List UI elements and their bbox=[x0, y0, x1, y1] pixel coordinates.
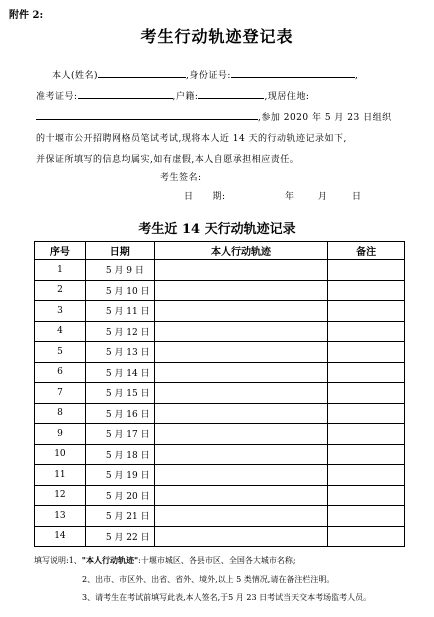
signature-label: 考生签名: bbox=[160, 173, 202, 183]
row-itinerary-cell[interactable] bbox=[154, 362, 327, 383]
row-remarks-cell[interactable] bbox=[328, 301, 405, 322]
day-label: 日 bbox=[352, 192, 362, 202]
row-remarks-cell[interactable] bbox=[328, 280, 405, 301]
header-date: 日期 bbox=[85, 242, 154, 260]
row-remarks-cell[interactable] bbox=[328, 342, 405, 363]
row-number: 13 bbox=[35, 506, 86, 527]
exam-no-field[interactable] bbox=[78, 89, 173, 99]
table-row bbox=[35, 260, 405, 281]
row-date: 5 月 16 日 bbox=[85, 403, 154, 424]
name-field[interactable] bbox=[98, 68, 186, 78]
residence-field[interactable] bbox=[36, 110, 258, 120]
table-row bbox=[35, 465, 405, 486]
table-title: 考生近 14 天行动轨迹记录 bbox=[138, 222, 296, 237]
row-itinerary-cell[interactable] bbox=[154, 260, 327, 281]
row-number: 2 bbox=[35, 280, 86, 301]
itinerary-table bbox=[34, 241, 405, 547]
row-remarks-cell[interactable] bbox=[328, 424, 405, 445]
row-remarks-cell[interactable] bbox=[328, 465, 405, 486]
page-title: 考生行动轨迹登记表 bbox=[140, 27, 294, 46]
statement-line-1: ,参加 2020 年 5 月 23 日组织 bbox=[258, 113, 392, 123]
row-date: 5 月 22 日 bbox=[85, 526, 154, 547]
note-2: 2、出市、市区外、出省、省外、境外,以上 5 类情况,请在备注栏注明。 bbox=[82, 575, 335, 584]
row-number: 8 bbox=[35, 403, 86, 424]
table-row bbox=[35, 424, 405, 445]
row-remarks-cell[interactable] bbox=[328, 444, 405, 465]
row-number: 10 bbox=[35, 444, 86, 465]
row-date: 5 月 11 日 bbox=[85, 301, 154, 322]
row-date: 5 月 13 日 bbox=[85, 342, 154, 363]
row-date: 5 月 15 日 bbox=[85, 383, 154, 404]
row-remarks-cell[interactable] bbox=[328, 526, 405, 547]
table-row bbox=[35, 506, 405, 527]
row-itinerary-cell[interactable] bbox=[154, 506, 327, 527]
table-row bbox=[35, 362, 405, 383]
row-itinerary-cell[interactable] bbox=[154, 301, 327, 322]
header-no: 序号 bbox=[35, 242, 86, 260]
row-itinerary-cell[interactable] bbox=[154, 383, 327, 404]
exam-row bbox=[36, 89, 309, 102]
row-itinerary-cell[interactable] bbox=[154, 342, 327, 363]
year-label: 年 bbox=[285, 192, 295, 202]
row-date: 5 月 10 日 bbox=[85, 280, 154, 301]
row-remarks-cell[interactable] bbox=[328, 260, 405, 281]
row-number: 7 bbox=[35, 383, 86, 404]
attachment-label: 附件 2: bbox=[9, 10, 44, 21]
row-number: 11 bbox=[35, 465, 86, 486]
row-date: 5 月 9 日 bbox=[85, 260, 154, 281]
table-row bbox=[35, 526, 405, 547]
id-label: ,身份证号: bbox=[186, 71, 231, 81]
row-itinerary-cell[interactable] bbox=[154, 424, 327, 445]
table-row bbox=[35, 342, 405, 363]
name-row: 本人(姓名) ,身份证号: , bbox=[52, 68, 358, 81]
note-1-keyword: "本人行动轨迹" bbox=[81, 555, 139, 565]
name-label: 本人(姓名) bbox=[52, 71, 99, 81]
row-remarks-cell[interactable] bbox=[328, 506, 405, 527]
table-row bbox=[35, 383, 405, 404]
table-header-row bbox=[35, 242, 405, 260]
month-label: 月 bbox=[318, 192, 328, 202]
date-label: 日 期: bbox=[184, 192, 226, 202]
table-row bbox=[35, 301, 405, 322]
row-date: 5 月 17 日 bbox=[85, 424, 154, 445]
row-itinerary-cell[interactable] bbox=[154, 526, 327, 547]
row-number: 1 bbox=[35, 260, 86, 281]
row-itinerary-cell[interactable] bbox=[154, 485, 327, 506]
table-row bbox=[35, 403, 405, 424]
note-3: 3、请考生在考试前填写此表,本人签名,于5 月 23 日考试当天交本考场监考人员。 bbox=[82, 593, 372, 602]
note-1: 填写说明:1、"本人行动轨迹":十堰市城区、各县市区、全国各大城市名称; bbox=[34, 555, 296, 565]
table-row bbox=[35, 444, 405, 465]
row-remarks-cell[interactable] bbox=[328, 403, 405, 424]
row-date: 5 月 14 日 bbox=[85, 362, 154, 383]
statement-row-1 bbox=[36, 110, 392, 123]
row-number: 9 bbox=[35, 424, 86, 445]
row-itinerary-cell[interactable] bbox=[154, 465, 327, 486]
row-number: 4 bbox=[35, 321, 86, 342]
row-remarks-cell[interactable] bbox=[328, 321, 405, 342]
row-itinerary-cell[interactable] bbox=[154, 403, 327, 424]
hukou-field[interactable] bbox=[198, 89, 264, 99]
row-itinerary-cell[interactable] bbox=[154, 321, 327, 342]
row-remarks-cell[interactable] bbox=[328, 383, 405, 404]
row-number: 12 bbox=[35, 485, 86, 506]
row-date: 5 月 18 日 bbox=[85, 444, 154, 465]
row-date: 5 月 21 日 bbox=[85, 506, 154, 527]
row-date: 5 月 20 日 bbox=[85, 485, 154, 506]
statement-line-3: 并保证所填写的信息均属实,如有虚假,本人自愿承担相应责任。 bbox=[36, 155, 300, 165]
row-itinerary-cell[interactable] bbox=[154, 444, 327, 465]
row-number: 14 bbox=[35, 526, 86, 547]
row-date: 5 月 12 日 bbox=[85, 321, 154, 342]
row-number: 5 bbox=[35, 342, 86, 363]
notes-label: 填写说明: bbox=[34, 556, 69, 565]
statement-line-2: 的十堰市公开招聘网格员笔试考试,现将本人近 14 天的行动轨迹记录如下, bbox=[36, 134, 347, 144]
residence-label: ,现居住地: bbox=[264, 92, 310, 102]
exam-no-label: 准考证号: bbox=[36, 92, 78, 102]
row-number: 6 bbox=[35, 362, 86, 383]
row-number: 3 bbox=[35, 301, 86, 322]
row-itinerary-cell[interactable] bbox=[154, 280, 327, 301]
header-remarks: 备注 bbox=[328, 242, 405, 260]
header-itinerary: 本人行动轨迹 bbox=[154, 242, 327, 260]
table-row bbox=[35, 321, 405, 342]
row-date: 5 月 19 日 bbox=[85, 465, 154, 486]
table-row bbox=[35, 280, 405, 301]
row-remarks-cell[interactable] bbox=[328, 485, 405, 506]
hukou-label: ,户籍: bbox=[172, 92, 199, 102]
row-remarks-cell[interactable] bbox=[328, 362, 405, 383]
id-field[interactable] bbox=[231, 68, 355, 78]
table-row bbox=[35, 485, 405, 506]
